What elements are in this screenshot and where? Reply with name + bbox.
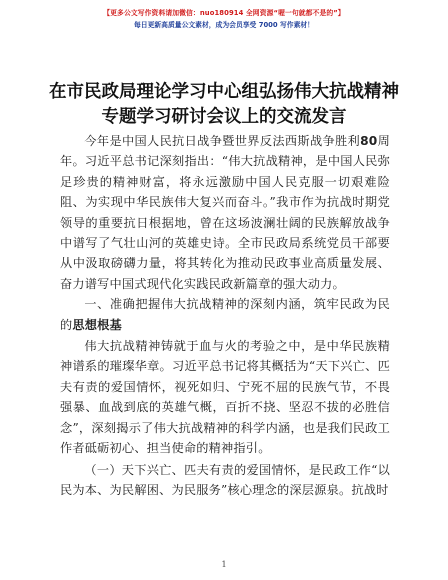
paragraph-subsection-1: （一）天下兴亡、匹夫有责的爱国情怀，是民政工作“以民为本、为民解困、为民服务”核心理念的深层源泉。抗战时 [60, 462, 390, 497]
intro-text-a: 今年是中国人民抗日战争暨世界反法西斯战争胜利 [84, 134, 361, 148]
paragraph-spirit: 伟大抗战精神铸就于血与火的考验之中，是中华民族精神谱系的璀璨华章。习近平总书记将其概括为“天下兴亡、匹夫有责的爱国情怀，视死如归、宁死不屈的民族气节，不畏强暴、血战到底的英雄气概，百折不挠、坚忍不拔的必胜信念”，深刻揭示了伟大抗战精神的科学内涵，也是我们民政工作者砥砺初心、担当使命的精神指引。 [60, 339, 390, 456]
paragraph-intro [60, 131, 390, 294]
title-line-2: 专题学习研讨会议上的交流发言 [101, 107, 347, 127]
anniversary-number: 80 [360, 134, 378, 148]
document-body [60, 131, 390, 500]
section-heading-1 [60, 294, 390, 335]
heading-1-part-b: 思想根基 [72, 317, 122, 332]
document-title [40, 80, 408, 130]
promo-banner [0, 7, 448, 31]
heading-1-part-a: 一、准确把握伟大抗战精神的深刻内涵，筑牢民政为民的 [60, 297, 390, 332]
promo-line-2: 每日更新高质量公文素材，成为会员享受 7000 写作素材！ [134, 21, 314, 29]
promo-line-1: 【更多公文写作资料请加微信：nuo180914 全网资源“喔一句就都不是的”】 [103, 9, 345, 17]
title-line-1: 在市民政局理论学习中心组弘扬伟大抗战精神 [49, 82, 399, 102]
intro-text-b: 周年。习近平总书记深刻指出：“伟大抗战精神，是中国人民弥足珍贵的精神财富，将永远激励中国人民克服一切艰难险阻、为实现中华民族伟大复兴而奋斗。”我市作为抗战时期党领导的重要抗日根据地，曾在这场波澜壮阔的民族解放战争中谱写了气壮山河的英雄史诗。全市民政局系统党员干部要从中汲取磅礴力量，将其转化为推动民政事业高质量发展、奋力谱写中国式现代化实践民政新篇章的强大动力。 [60, 134, 391, 291]
page-number: 1 [221, 560, 227, 569]
